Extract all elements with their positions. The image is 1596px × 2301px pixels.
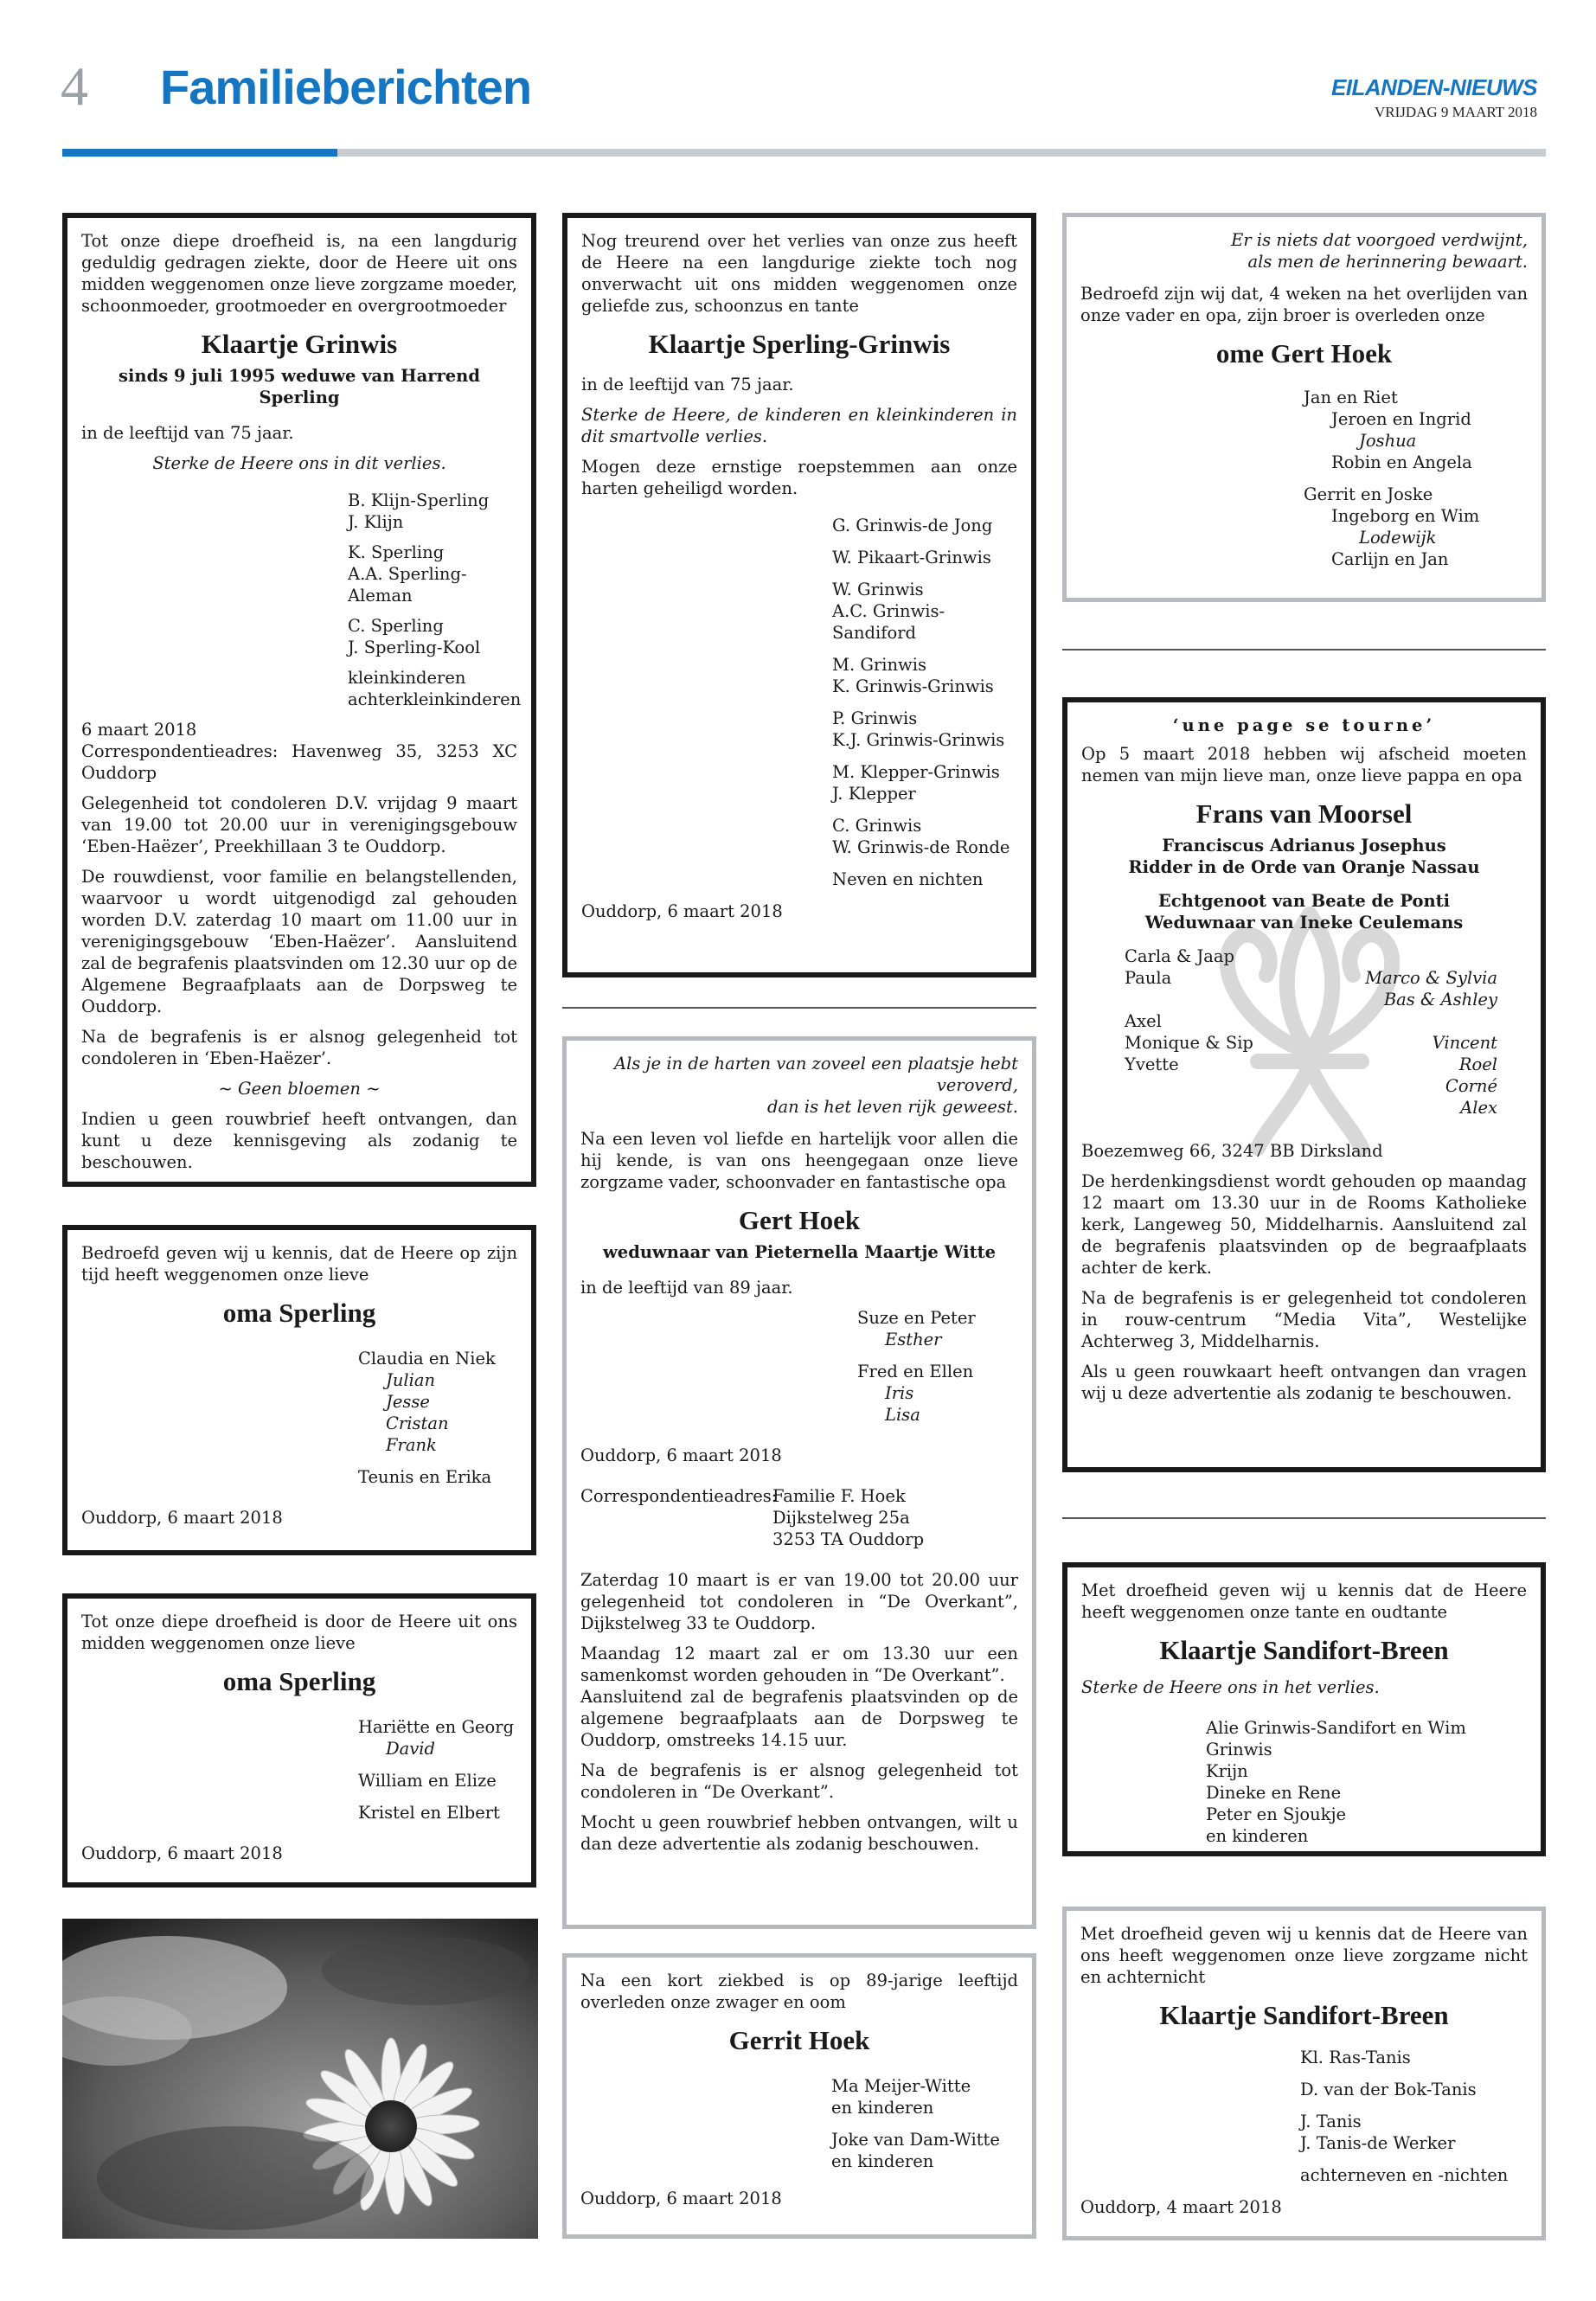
signature-line: C. Grinwis	[832, 816, 922, 836]
signature-line: Hariëtte en Georg	[358, 1717, 515, 1737]
grandchild: David	[386, 1739, 435, 1759]
signature-line	[1125, 989, 1253, 1010]
notice-text: Indien u geen rouwbrief heeft ontvangen, dan kunt u deze kennisgeving als zodanig te beschouwen.	[81, 1109, 517, 1172]
deceased-name: Klaartje Sperling-Grinwis	[648, 329, 951, 359]
condolence-text: Gelegenheid tot condoleren D.V. vrijdag 9 maart van 19.00 tot 20.00 uur in verenigingsgebouw ‘Eben-Haëzer’, Preekhillaan 3 te Ouddorp.	[81, 793, 517, 856]
age-text: in de leeftijd van 75 jaar.	[81, 423, 294, 443]
signature-line: Kl. Ras-Tanis	[1300, 2048, 1411, 2067]
signature-line: K. Sperling	[348, 542, 445, 562]
age-text: in de leeftijd van 75 jaar.	[581, 375, 794, 394]
signature-line: M. Klepper-Grinwis	[832, 762, 1000, 782]
signature-line: Dineke en Rene	[1206, 1783, 1342, 1803]
signature-line: Peter en Sjoukje	[1206, 1804, 1347, 1824]
grandchild: Joshua	[1359, 431, 1417, 451]
signature-line: A.A. Sperling-Aleman	[348, 564, 467, 606]
signature-line: Marco & Sylvia	[1365, 968, 1497, 988]
signature-line: Ma Meijer-Witte	[831, 2076, 971, 2096]
spouse: Echtgenoot van Beate de Ponti	[1157, 891, 1451, 911]
signature-line: B. Klijn-Sperling	[348, 490, 490, 510]
signature-line: en kinderen	[831, 2098, 934, 2118]
signature-line: Neven en nichten	[832, 869, 984, 889]
signature-line: Kristel en Elbert	[358, 1803, 500, 1823]
signature-line	[1365, 945, 1497, 967]
signature-line: W. Pikaart-Grinwis	[832, 548, 991, 567]
signature-line: Claudia en Niek	[358, 1349, 496, 1368]
signatures	[1081, 945, 1527, 1140]
quote-line: dan is het leven rijk geweest.	[767, 1097, 1018, 1117]
grandchild: Esther	[885, 1330, 942, 1349]
verse: Sterke de Heere, de kinderen en kleinkinderen in dit smartvolle verlies.	[581, 405, 1017, 446]
brand-logo: EILANDEN-NIEUWS	[1330, 74, 1537, 100]
daisy-photo	[62, 1919, 538, 2239]
signatures	[1300, 2047, 1528, 2186]
signatures	[358, 1348, 517, 1488]
signature-line: en kinderen	[831, 2151, 934, 2171]
address-line: Dijkstelweg 25a	[772, 1508, 910, 1528]
signature-line: A.C. Grinwis-Sandiford	[832, 601, 945, 643]
signature-line: Paula	[1125, 968, 1172, 988]
divider	[1062, 649, 1546, 651]
grandchild: Frank	[386, 1435, 437, 1455]
grandchild: Lisa	[885, 1405, 920, 1425]
obituary-klaartje-sperling-grinwis	[562, 213, 1036, 977]
address-text: Boezemweg 66, 3247 BB Dirksland	[1081, 1141, 1383, 1161]
signatures	[358, 1716, 517, 1823]
signature-line: J. Sperling-Kool	[348, 638, 481, 657]
obituary-oma-sperling-2	[62, 1593, 536, 1888]
correspondence-address	[580, 1485, 1018, 1550]
signatures	[832, 515, 1017, 890]
signature-line: Roel	[1458, 1054, 1497, 1074]
signatures	[1206, 1717, 1527, 1847]
signature-line	[1365, 1010, 1497, 1032]
signature-line: Ingeborg en Wim	[1331, 506, 1480, 526]
deceased-name: Klaartje Grinwis	[201, 329, 398, 359]
signature-line: Fred en Ellen	[857, 1362, 974, 1381]
obituary-gert-hoek	[562, 1036, 1036, 1929]
motto: ‘une page se tourne’	[1172, 715, 1436, 735]
deceased-name: Gerrit Hoek	[728, 2025, 870, 2055]
signature-line: C. Sperling	[348, 616, 444, 636]
honour: Ridder in de Orde van Oranje Nassau	[1128, 857, 1480, 877]
signature-line: Alex	[1460, 1098, 1497, 1118]
full-name: Franciscus Adrianus Josephus	[1162, 836, 1446, 856]
signature-line: William en Elize	[358, 1771, 497, 1791]
section-title: Familieberichten	[160, 60, 532, 114]
intro-text: Met droefheid geven wij u kennis dat de Heere van ons heeft weggenomen onze lieve zorgzame nicht en achternicht	[1080, 1924, 1528, 1987]
signature-line: Vincent	[1432, 1033, 1497, 1053]
after-text: Na de begrafenis is er alsnog gelegenheid tot condoleren in “De Overkant”.	[580, 1760, 1018, 1802]
signature-line: J. Klijn	[348, 512, 404, 532]
intro-text: Met droefheid geven wij u kennis dat de Heere heeft weggenomen onze tante en oudtante	[1081, 1580, 1527, 1622]
signature-line: K.J. Grinwis-Grinwis	[832, 730, 1005, 750]
signatures	[348, 490, 522, 710]
grandchild: Cristan	[386, 1413, 449, 1433]
signature-line: Carlijn en Jan	[1331, 549, 1449, 569]
signature-line: Axel	[1125, 1011, 1162, 1031]
signature-line: achterneven en -nichten	[1300, 2165, 1509, 2185]
signature-line: Yvette	[1125, 1054, 1179, 1074]
address-text: Correspondentieadres: Havenweg 35, 3253 XC Ouddorp	[81, 741, 517, 783]
obituary-ome-gert-hoek	[1062, 213, 1546, 602]
deceased-name: Klaartje Sandifort-Breen	[1159, 2000, 1449, 2030]
grandchild: Julian	[386, 1370, 436, 1390]
signature-line: W. Grinwis-de Ronde	[832, 837, 1010, 857]
address-line: 3253 TA Ouddorp	[772, 1529, 925, 1549]
subtitle: sinds 9 juli 1995 weduwe van Harrend Sperling	[119, 366, 480, 407]
deceased-name: oma Sperling	[222, 1666, 376, 1696]
address-line: Familie F. Hoek	[772, 1486, 906, 1506]
obituary-klaartje-sandifort-breen-2	[1062, 1907, 1546, 2240]
date-text: Ouddorp, 6 maart 2018	[580, 2189, 782, 2208]
signature-line: G. Grinwis-de Jong	[832, 516, 993, 535]
signatures	[857, 1307, 1018, 1426]
intro-text: Nog treurend over het verlies van onze zus heeft de Heere na een langdurige ziekte toch nog onverwacht uit ons midden weggenomen onze geliefde zus, schoonzus en tante	[581, 231, 1017, 316]
signature-line: en kinderen	[1206, 1826, 1309, 1846]
quote-line: Er is niets dat voorgoed verdwijnt,	[1231, 230, 1528, 250]
signature-line: achterkleinkinderen	[348, 689, 522, 709]
quote-line: als men de herinnering bewaart.	[1247, 252, 1528, 272]
deceased-name: ome Gert Hoek	[1215, 338, 1393, 369]
signature-line: K. Grinwis-Grinwis	[832, 676, 994, 696]
issue-date: VRIJDAG 9 MAART 2018	[1374, 104, 1537, 120]
divider	[1062, 1517, 1546, 1519]
signature-line: Robin en Angela	[1331, 452, 1472, 472]
obituary-oma-sperling-1	[62, 1225, 536, 1555]
deceased-name: oma Sperling	[222, 1298, 376, 1328]
service-text: De herdenkingsdienst wordt gehouden op maandag 12 maart om 13.30 uur in de Rooms Katholieke kerk, Langeweg 50, Middelharnis. Aansluitend zal de begrafenis plaatsvinden op de begraafplaats achter de kerk.	[1081, 1171, 1527, 1278]
signature-line: Bas & Ashley	[1383, 990, 1497, 1009]
service-text: Aansluitend zal de begrafenis plaatsvinden op de algemene begraafplaats aan de Dorpsweg te Ouddorp, omstreeks 14.15 uur.	[580, 1687, 1018, 1750]
verse: Sterke de Heere ons in het verlies.	[1081, 1677, 1380, 1697]
quote-line: Als je in de harten van zoveel een plaatsje hebt veroverd,	[614, 1054, 1018, 1095]
date-text: Ouddorp, 6 maart 2018	[81, 1508, 283, 1528]
date-text: Ouddorp, 6 maart 2018	[580, 1445, 782, 1465]
visit-text: Zaterdag 10 maart is er van 19.00 tot 20.00 uur gelegenheid tot condoleren in “De Overkant”, Dijkstelweg 33 te Ouddorp.	[580, 1570, 1018, 1633]
signature-line: Monique & Sip	[1125, 1033, 1253, 1053]
obituary-gerrit-hoek	[562, 1953, 1036, 2239]
signature-line: Jeroen en Ingrid	[1331, 409, 1471, 429]
intro-text: Na een kort ziekbed is op 89-jarige leeftijd overleden onze zwager en oom	[580, 1971, 1018, 2012]
signature-line: Carla & Jaap	[1125, 946, 1235, 966]
signature-line: Jan en Riet	[1304, 388, 1398, 407]
condolence-text: Na de begrafenis is er gelegenheid tot condoleren in rouw-centrum “Media Vita”, Westelijke Achterweg 3, Middelharnis.	[1081, 1288, 1527, 1351]
signature-line: kleinkinderen	[348, 668, 466, 688]
verse: Sterke de Heere ons in dit verlies.	[152, 453, 446, 473]
signature-line: Corné	[1445, 1076, 1497, 1096]
intro-text: Tot onze diepe droefheid is door de Heere uit ons midden weggenomen onze lieve	[81, 1612, 517, 1653]
intro-text: Bedroefd zijn wij dat, 4 weken na het overlijden van onze vader en opa, zijn broer is overleden onze	[1080, 284, 1528, 325]
signature-line: Joke van Dam-Witte	[831, 2130, 1000, 2150]
deceased-name: Klaartje Sandifort-Breen	[1159, 1635, 1449, 1665]
obituary-frans-van-moorsel	[1062, 697, 1546, 1472]
signature-line: J. Tanis	[1300, 2112, 1362, 2131]
header-rule-accent	[62, 149, 337, 157]
address-label: Correspondentieadres:	[580, 1486, 778, 1506]
late-spouse: Weduwnaar van Ineke Ceulemans	[1144, 913, 1464, 933]
signature-line: Teunis en Erika	[358, 1467, 492, 1487]
signature-line: Suze en Peter	[857, 1308, 976, 1328]
intro-text: Op 5 maart 2018 hebben wij afscheid moeten nemen van mijn lieve man, onze lieve pappa en opa	[1081, 744, 1527, 785]
divider	[562, 1007, 1036, 1009]
grandchild: Lodewijk	[1359, 528, 1437, 548]
signature-line: D. van der Bok-Tanis	[1300, 2080, 1477, 2099]
signature-line: J. Tanis-de Werker	[1300, 2133, 1456, 2153]
date-text: 6 maart 2018	[81, 720, 197, 740]
age-text: in de leeftijd van 89 jaar.	[580, 1278, 793, 1298]
grandchild: Jesse	[386, 1392, 430, 1412]
date-text: Ouddorp, 4 maart 2018	[1080, 2197, 1282, 2217]
page-number: 4	[61, 55, 88, 117]
intro-text: Tot onze diepe droefheid is, na een langdurig geduldig gedragen ziekte, door de Heere uit ons midden weggenomen onze lieve zorgzame moeder, schoonmoeder, grootmoeder en overgrootmoeder	[81, 231, 518, 316]
signature-line: Alie Grinwis-Sandifort en Wim Grinwis	[1206, 1718, 1466, 1759]
date-text: Ouddorp, 6 maart 2018	[81, 1843, 283, 1863]
signature-line: Krijn	[1206, 1761, 1248, 1781]
grandchild: Iris	[885, 1383, 914, 1403]
signature-line: M. Grinwis	[832, 655, 926, 675]
date-text: Ouddorp, 6 maart 2018	[581, 901, 783, 921]
deceased-name: Gert Hoek	[738, 1205, 861, 1235]
signature-line: P. Grinwis	[832, 708, 918, 728]
obituary-klaartje-grinwis	[62, 213, 536, 1187]
signature-line: Gerrit en Joske	[1304, 484, 1433, 504]
service-text: Maandag 12 maart zal er om 13.30 uur een samenkomst worden gehouden in “De Overkant”.	[580, 1644, 1018, 1685]
intro-text: Na een leven vol liefde en hartelijk voor allen die hij kende, is van ons heengegaan onze lieve zorgzame vader, schoonvader en fantastische opa	[580, 1129, 1018, 1192]
deceased-name: Frans van Moorsel	[1195, 798, 1413, 829]
no-flowers: ~ Geen bloemen ~	[218, 1079, 381, 1099]
daisy-image	[62, 1919, 538, 2239]
signature-line: W. Grinwis	[832, 580, 924, 599]
intro-text: Bedroefd geven wij u kennis, dat de Heere op zijn tijd heeft weggenomen onze lieve	[81, 1243, 517, 1285]
signatures	[1304, 387, 1528, 570]
notice-text: Als u geen rouwkaart heeft ontvangen dan vragen wij u deze advertentie als zodanig te beschouwen.	[1081, 1362, 1527, 1403]
after-text: Na de begrafenis is er alsnog gelegenheid tot condoleren in ‘Eben-Haëzer’.	[81, 1027, 517, 1068]
prayer-text: Mogen deze ernstige roepstemmen aan onze harten geheiligd worden.	[581, 457, 1017, 498]
service-text: De rouwdienst, voor familie en belangstellenden, waarvoor u wordt uitgenodigd zal gehouden worden D.V. zaterdag 10 maart om 11.00 uur in verenigingsgebouw ‘Eben-Haëzer’. Aansluitend zal de begrafenis plaatsvinden om 12.30 uur op de Algemene Begraafplaats aan de Dorpsweg te Ouddorp.	[81, 867, 517, 1016]
signatures	[831, 2075, 1018, 2172]
notice-text: Mocht u geen rouwbrief hebben ontvangen, wilt u dan deze advertentie als zodanig beschouwen.	[580, 1812, 1018, 1854]
obituary-klaartje-sandifort-breen-1	[1062, 1562, 1546, 1856]
subtitle: weduwnaar van Pieternella Maartje Witte	[603, 1242, 996, 1262]
signature-line: J. Klepper	[832, 784, 916, 804]
